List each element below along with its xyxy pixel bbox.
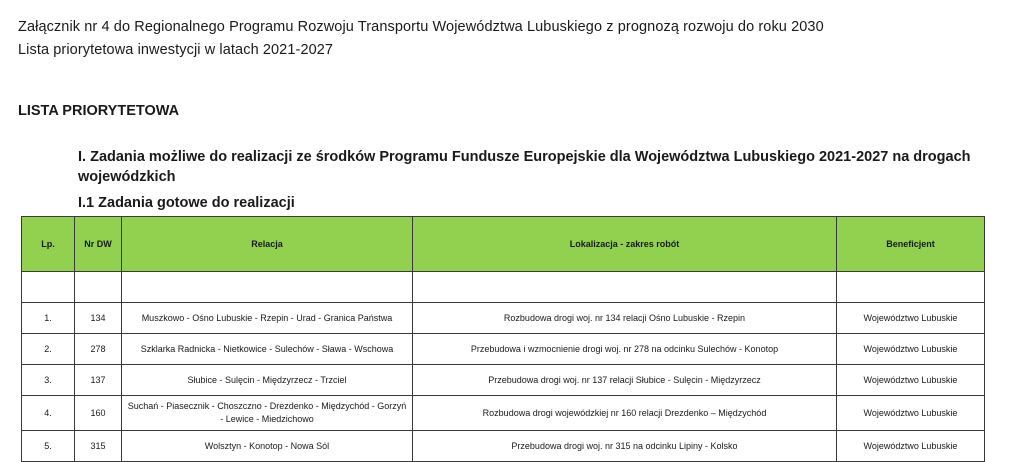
- cell-lokalizacja: Przebudowa drogi woj. nr 315 na odcinku Lipiny - Kolsko: [413, 431, 837, 462]
- cell-lokalizacja: Rozbudowa drogi woj. nr 134 relacji Ośno Lubuskie - Rzepin: [413, 303, 837, 334]
- cell-nr-dw: 137: [75, 365, 122, 396]
- cell-relacja: Suchań - Piasecznik - Choszczno - Drezdenko - Międzychód - Gorzyń - Lewice - Miedzichowo: [122, 396, 413, 431]
- cell-lp: 1.: [22, 303, 75, 334]
- table-row: [22, 303, 985, 334]
- cell-relacja: Szklarka Radnicka - Nietkowice - Sulechów - Sława - Wschowa: [122, 334, 413, 365]
- table-row: [22, 431, 985, 462]
- table-row: [22, 396, 985, 431]
- cell-beneficjent: Województwo Lubuskie: [837, 431, 985, 462]
- cell-relacja: Muszkowo - Ośno Lubuskie - Rzepin - Urad - Granica Państwa: [122, 303, 413, 334]
- priority-table: [21, 216, 985, 462]
- column-header-lp: Lp.: [22, 217, 75, 272]
- cell-nr-dw: 160: [75, 396, 122, 431]
- cell-nr-dw: 278: [75, 334, 122, 365]
- cell-lp: 4.: [22, 396, 75, 431]
- table-row: [22, 365, 985, 396]
- subsection-title: I.1 Zadania gotowe do realizacji: [78, 195, 295, 211]
- attachment-subtitle: Lista priorytetowa inwestycji w latach 2021-2027: [18, 42, 334, 58]
- cell-beneficjent: Województwo Lubuskie: [837, 365, 985, 396]
- spacer-row: [22, 272, 985, 303]
- cell-relacja: Słubice - Sulęcin - Międzyrzecz - Trzciel: [122, 365, 413, 396]
- list-title: LISTA PRIORYTETOWA: [18, 103, 180, 119]
- cell-lp: 5.: [22, 431, 75, 462]
- attachment-title: Załącznik nr 4 do Regionalnego Programu Rozwoju Transportu Województwa Lubuskiego z prognozą rozwoju do roku 2030: [18, 19, 824, 35]
- column-header-relacja: Relacja: [122, 217, 413, 272]
- cell-nr-dw: 134: [75, 303, 122, 334]
- cell-beneficjent: Województwo Lubuskie: [837, 396, 985, 431]
- column-header-lokalizacja: Lokalizacja - zakres robót: [413, 217, 837, 272]
- cell-lokalizacja: Rozbudowa drogi wojewódzkiej nr 160 relacji Drezdenko – Międzychód: [413, 396, 837, 431]
- cell-lp: 3.: [22, 365, 75, 396]
- table-header-row: [22, 217, 985, 272]
- section-title: I. Zadania możliwe do realizacji ze środków Programu Fundusze Europejskie dla Województwa Lubuskiego 2021-2027 na drogach wojewódzkich: [78, 149, 971, 185]
- cell-lp: 2.: [22, 334, 75, 365]
- table-row: [22, 334, 985, 365]
- cell-beneficjent: Województwo Lubuskie: [837, 334, 985, 365]
- column-header-beneficjent: Beneficjent: [837, 217, 985, 272]
- column-header-nr-dw: Nr DW: [75, 217, 122, 272]
- cell-beneficjent: Województwo Lubuskie: [837, 303, 985, 334]
- cell-lokalizacja: Przebudowa drogi woj. nr 137 relacji Słubice - Sulęcin - Międzyrzecz: [413, 365, 837, 396]
- cell-nr-dw: 315: [75, 431, 122, 462]
- cell-lokalizacja: Przebudowa i wzmocnienie drogi woj. nr 278 na odcinku Sulechów - Konotop: [413, 334, 837, 365]
- cell-relacja: Wolsztyn - Konotop - Nowa Sól: [122, 431, 413, 462]
